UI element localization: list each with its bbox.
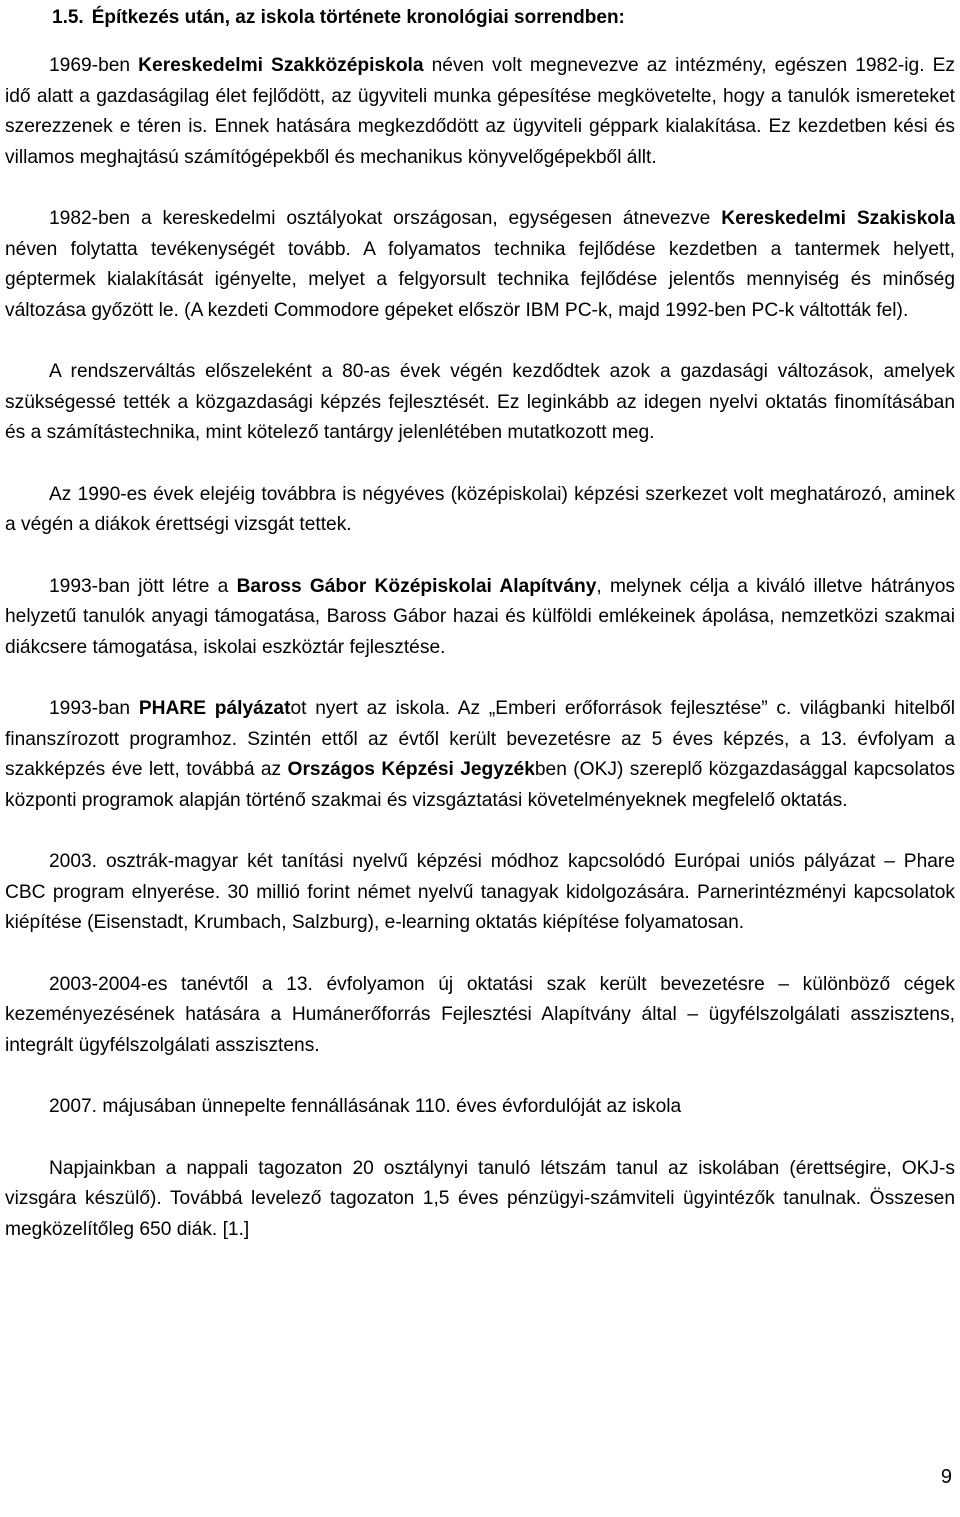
text-run: néven folytatta tevékenységét tovább. A folyamatos technika fejlődése kezdetben a tantermek helyett, géptermek kialakítását igényelte, melyet a felgyorsult technika fejlődése jelentős mennyiség és minőség változása győzött le. (A kezdeti Commodore gépeket először IBM PC-k, majd 1992-ben PC-k váltották fel). [5, 238, 955, 321]
paragraph-1990 [5, 480, 955, 541]
text-run: 1993-ban [49, 698, 139, 719]
text-run: 2007. májusában ünnepelte fennállásának 110. éves évfordulóját az iskola [49, 1096, 682, 1117]
text-run: néven volt megnevezve az intézmény, egészen 1982-ig. Ez idő alatt a gazdaságilag élet fejlődött, az ügyviteli munka gépesítése megkövetelte, hogy a tanulók ismereteket szerezzenek e téren is. Ennek hatására megkezdődött az ügyviteli géppark kialakítása. Ez kezdetben kési és villamos meghajtású számítógépekből és mechanikus könyvelőgépekből állt. [5, 55, 955, 168]
bold-run: Országos Képzési Jegyzék [287, 759, 535, 780]
bold-run: PHARE pályázat [138, 698, 291, 719]
text-run: 1969-ben [49, 55, 139, 76]
bold-run: Kereskedelmi Szakiskola [721, 208, 955, 229]
text-run: 1993-ban jött létre a [49, 575, 237, 597]
text-run: , melynek célja a kiváló illetve hátrányos helyzetű tanulók anyagi támogatása, Baross Gábor hazai és külföldi emlékeinek ápolása, nemzetközi szakmai diákcsere támogatása, iskolai eszköztár fejlesztése. [5, 575, 955, 658]
bold-run: Baross Gábor Középiskolai Alapítvány [236, 575, 597, 597]
paragraph-1982 [5, 204, 955, 326]
document-body [5, 51, 955, 1276]
section-number: 1.5. [52, 7, 84, 28]
text-run: ot nyert az iskola. Az „Emberi erőforrások fejlesztése” c. világbanki hitelből finanszírozott programhoz. Szintén ettől az évtől került bevezetésre az 5 éves képzés, a 13. évfolyam a szakképzés éve lett, továbbá az [5, 698, 955, 780]
paragraph-1993-alapitvany [5, 572, 955, 664]
text-run: Napjainkban a nappali tagozaton 20 osztálynyi tanuló létszám tanul az iskolában (érettségire, OKJ-s vizsgára készülő). Továbbá levelező tagozaton 1,5 éves pénzügyi-számviteli ügyintézők tanulnak. Összesen megközelítőleg 650 diák. [1.] [5, 1157, 955, 1240]
text-run: 2003-2004-es tanévtől a 13. évfolyamon új oktatási szak került bevezetésre – különböző cégek kezeményezésének hatására a Humánerőforrás Fejlesztési Alapítvány által – ügyfélszolgálati asszisztens, integrált ügyfélszolgálati asszisztens. [5, 973, 955, 1056]
paragraph-2003-2004 [5, 970, 955, 1062]
section-title: Építkezés után, az iskola története kronológiai sorrendben: [91, 7, 625, 28]
paragraph-2003 [5, 847, 955, 939]
section-heading [52, 6, 952, 30]
paragraph-1993-phare [5, 694, 955, 816]
text-run: Az 1990-es évek elejéig továbbra is négyéves (középiskolai) képzési szerkezet volt meghatározó, aminek a végén a diákok érettségi vizsgát tettek. [5, 483, 955, 535]
paragraph-2007 [5, 1092, 955, 1123]
bold-run: Kereskedelmi Szakközépiskola [138, 55, 424, 76]
text-run: A rendszerváltás előszeleként a 80-as évek végén kezdődtek azok a gazdasági változások, amelyek szükségessé tették a közgazdasági képzés fejlesztését. Ez leginkább az idegen nyelvi oktatás finomításában és a számítástechnika, mint kötelező tantárgy jelenlétében mutatkozott meg. [5, 361, 955, 443]
text-run: ben (OKJ) szereplő közgazdasággal kapcsolatos központi programok alapján történő szakmai és vizsgáztatási követelményeknek megfelelő oktatás. [5, 759, 956, 811]
text-run: 1982-ben a kereskedelmi osztályokat országosan, egységesen átnevezve [49, 208, 722, 229]
page-number: 9 [940, 1466, 952, 1488]
paragraph-napjainkban [5, 1154, 955, 1246]
paragraph-1969 [5, 51, 955, 173]
paragraph-rendszervaltas [5, 357, 955, 449]
text-run: 2003. osztrák-magyar két tanítási nyelvű képzési módhoz kapcsolódó Európai uniós pályázat – Phare CBC program elnyerése. 30 millió forint német nyelvű tanagyak kidolgozására. Parnerintézményi kapcsolatok kiépítése (Eisenstadt, Krumbach, Salzburg), e-learning oktatás kiépítése folyamatosan. [5, 851, 955, 933]
